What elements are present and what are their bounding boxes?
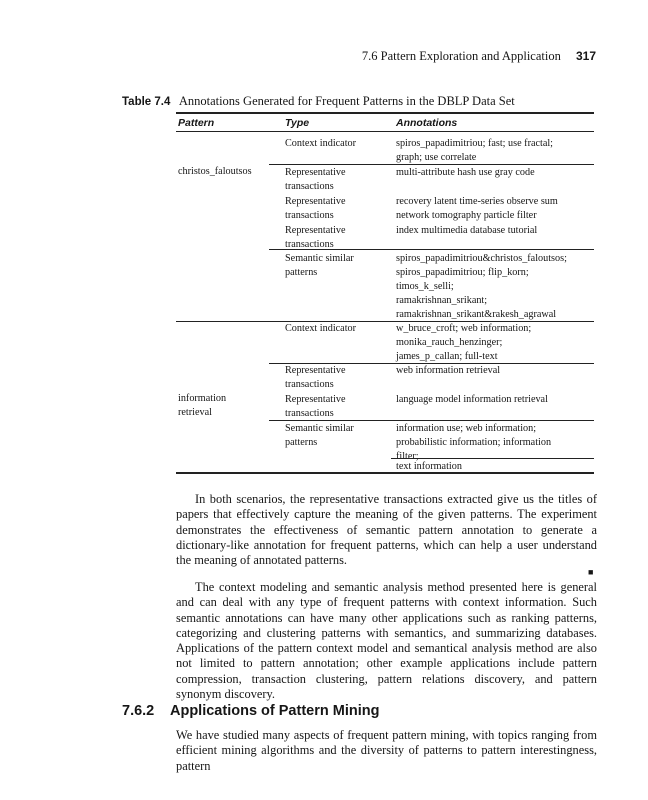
type-cell: Representative: [285, 225, 346, 236]
annotation-line: w_bruce_croft; web information;: [396, 323, 532, 334]
header-annotations: Annotations: [396, 117, 458, 129]
row-rule: [391, 458, 594, 459]
running-head: [362, 49, 596, 64]
type-cell: Representative: [285, 394, 346, 405]
section-rule: [176, 321, 594, 322]
paragraph: [176, 728, 597, 774]
type-cell: transactions: [285, 210, 334, 221]
type-cell: Context indicator: [285, 323, 357, 334]
annotation-line: spiros_papadimitriou; flip_korn;: [396, 267, 529, 278]
type-cell: transactions: [285, 239, 334, 250]
annotation-line: monika_rauch_henzinger;: [396, 337, 503, 348]
annotation-line: recovery latent time-series observe sum: [396, 196, 558, 207]
type-cell: Semantic similar: [285, 253, 354, 264]
type-cell: transactions: [285, 408, 334, 419]
paragraph-text: We have studied many aspects of frequent pattern mining, with topics ranging from efficient mining algorithms and the diversity of patterns to pattern interestingness, pattern: [176, 728, 597, 773]
annotation-line: spiros_papadimitriou; fast; use fractal;: [396, 138, 554, 149]
annotation-line: ramakrishnan_srikant;: [396, 295, 488, 306]
annotation-line: language model information retrieval: [396, 394, 548, 405]
annotation-line: graph; use correlate: [396, 152, 477, 163]
annotation-line: james_p_callan; full-text: [396, 351, 498, 362]
paragraph: [176, 492, 597, 568]
type-cell: transactions: [285, 379, 334, 390]
pattern-cell: retrieval: [178, 407, 212, 418]
table-top-rule: [176, 112, 594, 114]
page-number: 317: [575, 49, 596, 63]
annotation-line: multi-attribute hash use gray code: [396, 167, 535, 178]
row-rule: [269, 249, 594, 250]
annotations-table: [176, 112, 594, 474]
annotation-line: spiros_papadimitriou&christos_faloutsos;: [396, 253, 567, 264]
annotation-line: filter;: [396, 451, 419, 462]
paragraph-text: The context modeling and semantic analysis method presented here is general and can deal with any type of frequent patterns with context information. Such semantic annotations can have many other applications such as ranking patterns, categorizing and clustering patterns with semantics, and summarizing databases. Applications of the pattern context model and semantical analysis method are also not limited to pattern annotation; other example applications include pattern compression, transaction clustering, pattern relations discovery, and pattern synonym discovery.: [176, 580, 597, 702]
header-rule: [176, 131, 594, 132]
annotation-line: ramakrishnan_srikant&rakesh_agrawal: [396, 309, 557, 320]
annotation-line: timos_k_selli;: [396, 281, 454, 292]
type-cell: Representative: [285, 167, 346, 178]
type-cell: transactions: [285, 181, 334, 192]
type-cell: patterns: [285, 267, 318, 278]
section-title: Applications of Pattern Mining: [170, 703, 380, 719]
table-label: Table 7.4: [122, 96, 171, 108]
paragraph-text: In both scenarios, the representative transactions extracted give us the titles of papers that effectively capture the meaning of the given patterns. The experiment demonstrates the effectiveness of semantic pattern annotation to generate a dictionary-like annotation for frequent patterns, which can help a user understand the meaning of annotated patterns.: [176, 492, 597, 568]
annotation-line: information use; web information;: [396, 423, 537, 434]
section-number: 7.6.2: [122, 703, 155, 719]
type-cell: Semantic similar: [285, 423, 354, 434]
type-cell: Representative: [285, 365, 346, 376]
annotation-line: probabilistic information; information: [396, 437, 552, 448]
annotation-line: web information retrieval: [396, 365, 501, 376]
type-cell: Context indicator: [285, 138, 357, 149]
row-rule: [269, 420, 594, 421]
section-heading: [122, 703, 379, 719]
end-of-example-mark: ■: [588, 567, 594, 577]
table-caption-text: Annotations Generated for Frequent Patterns in the DBLP Data Set: [178, 94, 515, 108]
table-bottom-rule: [176, 472, 594, 474]
annotation-line: text information: [396, 461, 462, 472]
row-rule: [269, 164, 594, 165]
running-head-title: 7.6 Pattern Exploration and Application: [361, 49, 561, 63]
annotation-line: index multimedia database tutorial: [396, 225, 538, 236]
type-cell: patterns: [285, 437, 318, 448]
header-type: Type: [285, 117, 310, 129]
pattern-cell: christos_faloutsos: [178, 166, 252, 177]
table-caption: [122, 94, 515, 109]
pattern-cell: information: [178, 393, 227, 404]
header-pattern: Pattern: [178, 117, 215, 129]
annotation-line: network tomography particle filter: [396, 210, 537, 221]
paragraph: [176, 580, 597, 702]
type-cell: Representative: [285, 196, 346, 207]
